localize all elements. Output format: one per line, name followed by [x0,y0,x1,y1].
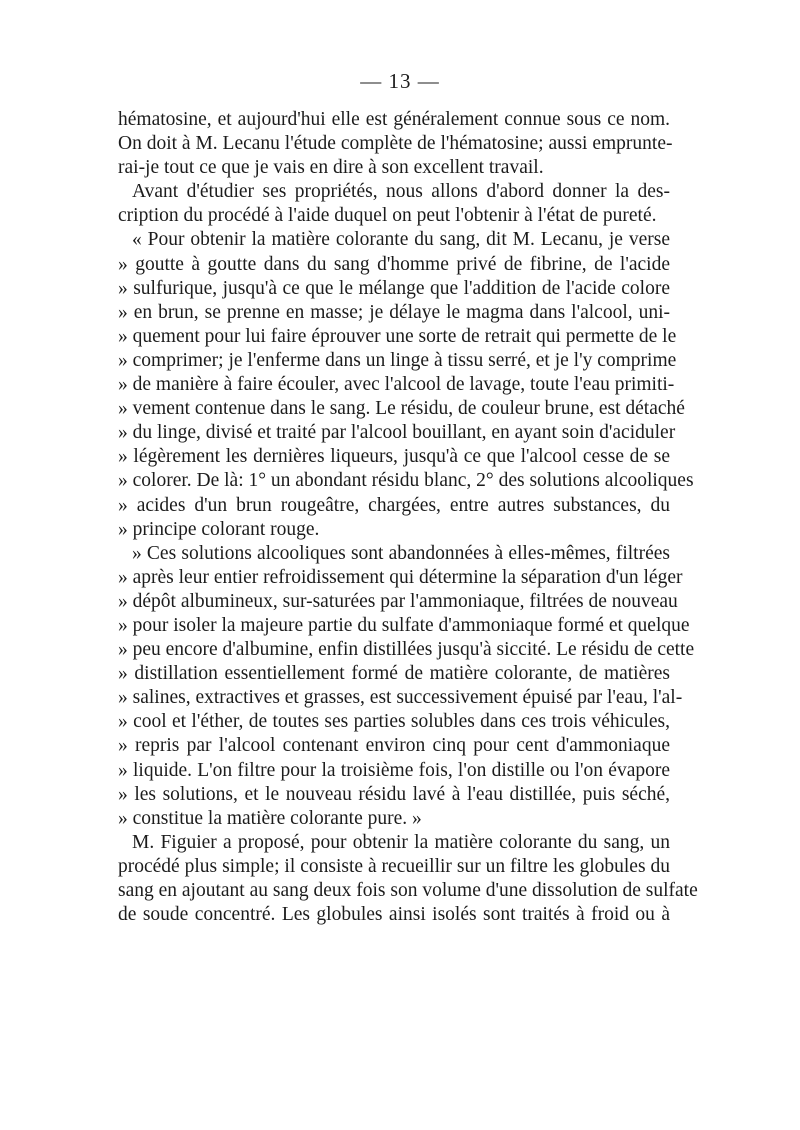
text-line: » légèrement les dernières liqueurs, jusqu'à ce que l'alcool cesse de se [118,446,670,468]
text-line: cription du procédé à l'aide duquel on peut l'obtenir à l'état de pureté. [118,205,657,227]
text-line: rai-je tout ce que je vais en dire à son excellent travail. [118,157,544,179]
text-line: » après leur entier refroidissement qui détermine la séparation d'un léger [118,566,683,588]
text-line: M. Figuier a proposé, pour obtenir la matière colorante du sang, un [132,831,670,853]
text-line: de soude concentré. Les globules ainsi isolés sont traités à froid ou à [118,904,670,926]
text-line: » goutte à goutte dans du sang d'homme privé de fibrine, de l'acide [118,253,670,275]
text-line: hématosine, et aujourd'hui elle est généralement connue sous ce nom. [118,109,670,130]
text-line: » Ces solutions alcooliques sont abandonnées à elles-mêmes, filtrées [132,542,670,564]
text-line: » dépôt albumineux, sur-saturées par l'ammoniaque, filtrées de nouveau [118,590,678,612]
text-line: » en brun, se prenne en masse; je délaye le magma dans l'alcool, uni- [118,301,670,323]
text-line: On doit à M. Lecanu l'étude complète de l'hématosine; aussi emprunte- [118,133,673,155]
text-line: » colorer. De là: 1° un abondant résidu blanc, 2° des solutions alcooliques [118,470,694,492]
text-line: « Pour obtenir la matière colorante du sang, dit M. Lecanu, je verse [132,229,670,251]
text-line: procédé plus simple; il consiste à recueillir sur un filtre les globules du [118,855,670,877]
text-line: » sulfurique, jusqu'à ce que le mélange que l'addition de l'acide colore [118,277,670,299]
text-line: » vement contenue dans le sang. Le résidu, de couleur brune, est détaché [118,398,685,420]
text-line: » pour isoler la majeure partie du sulfate d'ammoniaque formé et quelque [118,614,690,636]
text-line: » distillation essentiellement formé de matière colorante, de matières [118,663,670,685]
text-line: » quement pour lui faire éprouver une sorte de retrait qui permette de le [118,325,677,347]
page-number: — 13 — [360,69,440,93]
body-text [118,108,698,927]
text-line: » du linge, divisé et traité par l'alcool bouillant, en ayant soin d'aciduler [118,422,676,444]
text-line: » principe colorant rouge. [118,518,320,540]
text-line: sang en ajoutant au sang deux fois son volume d'une dissolution de sulfate [118,880,698,901]
text-line: » comprimer; je l'enferme dans un linge à tissu serré, et je l'y comprime [118,349,677,371]
text-line: » constitue la matière colorante pure. » [118,807,422,829]
text-line: » salines, extractives et grasses, est successivement épuisé par l'eau, l'al- [118,687,683,709]
text-line: » acides d'un brun rougeâtre, chargées, entre autres substances, du [118,494,670,516]
text-line: » les solutions, et le nouveau résidu lavé à l'eau distillée, puis séché, [118,783,670,805]
text-line: » liquide. L'on filtre pour la troisième fois, l'on distille ou l'on évapore [118,759,670,781]
text-line: » repris par l'alcool contenant environ cinq pour cent d'ammoniaque [118,735,670,757]
text-line: » peu encore d'albumine, enfin distillées jusqu'à siccité. Le résidu de cette [118,639,695,661]
text-line: Avant d'étudier ses propriétés, nous allons d'abord donner la des- [132,181,670,203]
text-line: » de manière à faire écouler, avec l'alcool de lavage, toute l'eau primiti- [118,374,675,396]
text-line: » cool et l'éther, de toutes ses parties solubles dans ces trois véhicules, [118,711,670,733]
